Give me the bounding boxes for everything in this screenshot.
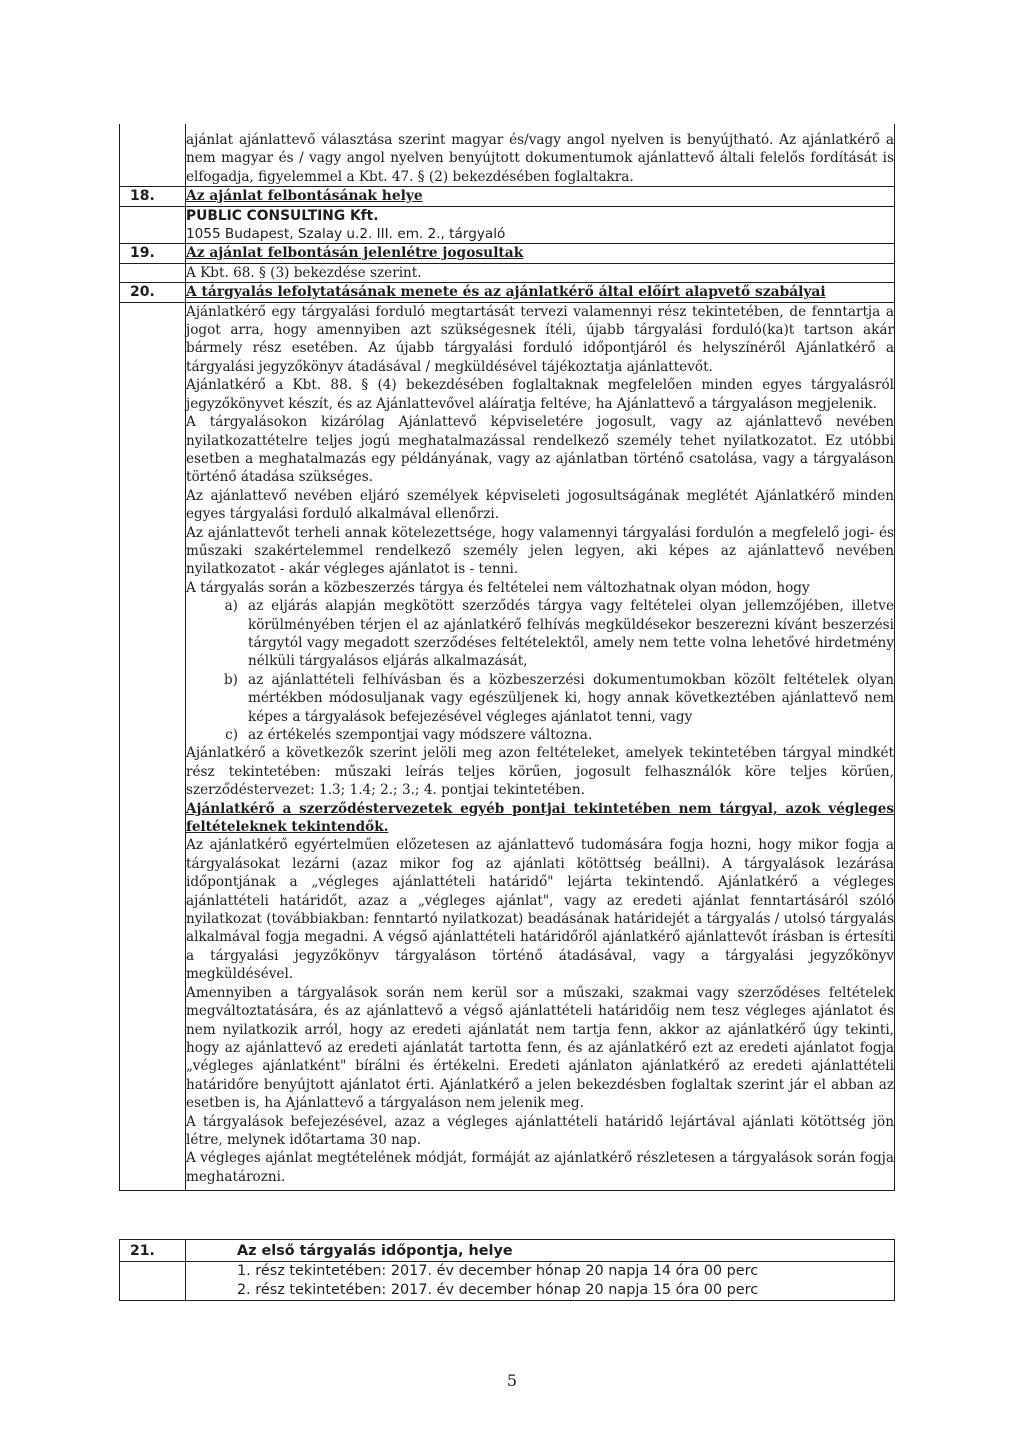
row-number: 18. (120, 187, 186, 206)
table-row (120, 187, 895, 206)
table-row (120, 244, 895, 263)
section-title: A tárgyalás lefolytatásának menete és az ajánlatkérő által előírt alapvető szabályai (186, 284, 826, 301)
row-content (186, 1240, 895, 1262)
paragraph: Ajánlatkérő a Kbt. 88. § (4) bekezdésében foglaltaknak megfelelően minden egyes tárgyalásról jegyzőkönyvet készít, és az Ajánlattevővel aláíratja feltéve, ha Ajánlattevő a tárgyaláson megjelenik. (186, 377, 894, 412)
row-content (186, 1262, 895, 1301)
continuation-text: ajánlat ajánlattevő választása szerint magyar és/vagy angol nyelven is benyújtható. Az ajánlatkérő a nem magyar és / vagy angol nyelven benyújtott dokumentumok ajánlattevő általi felelős fordítását is elfogadja, figyelemmel a Kbt. 47. § (2) bekezdésében foglaltakra. (186, 132, 894, 185)
row-number (120, 263, 186, 282)
list-item-text: az ajánlattételi felhívásban és a közbeszerzési dokumentumokban közölt feltételek olyan mértékben módosuljanak vagy egészüljenek ki, hogy annak következtében ajánlattevő nem képes a tárgyalások befejezésével végleges ajánlatot tenni, vagy (248, 671, 894, 725)
row-content (186, 206, 895, 244)
row-number (120, 302, 186, 1191)
row-number: 20. (120, 283, 186, 302)
list-item-label: c) (225, 727, 238, 743)
table-row (120, 206, 895, 244)
paragraph: A tárgyalás során a közbeszerzés tárgya és feltételei nem változhatnak olyan módon, hogy (186, 579, 810, 596)
row-content (186, 263, 895, 282)
bold-note: Ajánlatkérő a szerződéstervezetek egyéb pontjai tekintetében nem tárgyal, azok végleges feltételeknek tekintendők. (186, 800, 894, 836)
paragraph: Ajánlatkérő egy tárgyalási forduló megtartását tervezi valamennyi rész tekintetében, de fenntartja a jogot arra, hogy amennyiben azt szükségesnek ítéli, újabb tárgyalási forduló(ka)t tartson akár bármely rész esetében. Az újabb tárgyalási forduló időpontjáról és helyszínéről Ajánlatkérő a tárgyalási jegyzőkönyv átadásával / megküldésével tájékoztatja ajánlattevőt. (186, 303, 894, 375)
section-title: Az ajánlat felbontásán jelenlétre jogosultak (186, 245, 524, 262)
schedule-line: 2. rész tekintetében: 2017. év december hónap 20 napja 15 óra 00 perc (237, 1282, 759, 1298)
table-row (120, 263, 895, 282)
section-text: A Kbt. 68. § (3) bekezdése szerint. (186, 264, 422, 281)
first-negotiation-table (119, 1239, 895, 1301)
table-row (120, 283, 895, 302)
row-number (120, 124, 186, 187)
address-text: 1055 Budapest, Szalay u.2. III. em. 2., tárgyaló (186, 226, 506, 243)
section-title: Az ajánlat felbontásának helye (186, 188, 423, 205)
page-number: 5 (506, 1371, 518, 1390)
paragraph: Az ajánlattevőt terheli annak kötelezettsége, hogy valamennyi tárgyalási fordulón a megfelelő jogi- és műszaki szakértelemmel rendelkező személy jelen legyen, aki képes az ajánlattevő nevében nyilatkozatot - akár végleges ajánlatot is - tenni. (186, 524, 894, 578)
paragraph: A tárgyalásokon kizárólag Ajánlattevő képviseletére jogosult, vagy az ajánlattevő nevében nyilatkozattételre teljes jogú meghatalmazással rendelkező személy tehet nyilatkozatot. Ez utóbbi esetben a meghatalmazás egy példányának, vagy az ajánlatban történő csatolása, vagy a tárgyaláson történő átadása szükséges. (186, 414, 894, 486)
paragraph: Az ajánlatkérő egyértelműen előzetesen az ajánlattevő tudomására fogja hozni, hogy mikor fogja a tárgyalásokat lezárni (azaz mikor fog az ajánlati kötöttség beállni). A tárgyalások lezárása időpontjának a „végleges ajánlattételi határidő" lejárta tekintendő. Ajánlatkérő a végleges ajánlattételi határidőt, azaz a „végleges ajánlat", vagy az eredeti ajánlat fenntartásáról szóló nyilatkozat (továbbiakban: fenntartó nyilatkozat) beadásának határidejét a tárgyalás / utolsó tárgyalás alkalmával fogja megadni. A végső ajánlattételi határidőről ajánlatkérő ajánlattevőt írásban is értesíti a tárgyalási jegyzőkönyv tárgyaláson történő átadásával, vagy a tárgyalási jegyzőkönyv megküldésével. (186, 837, 894, 983)
row-content (186, 244, 895, 263)
row-content (186, 124, 895, 187)
company-name: PUBLIC CONSULTING Kft. (186, 207, 379, 224)
list-item-text: az értékelés szempontjai vagy módszere változna. (248, 727, 593, 743)
paragraph: A tárgyalások befejezésével, azaz a végleges ajánlattételi határidő lejártával ajánlati kötöttség jön létre, melynek időtartama 30 nap. (186, 1113, 894, 1148)
section-title: Az első tárgyalás időpontja, helye (237, 1243, 513, 1259)
row-number (120, 206, 186, 244)
paragraph: A végleges ajánlat megtételének módját, formáját az ajánlatkérő részletesen a tárgyalások során fogja meghatározni. (186, 1150, 894, 1185)
list-item-label: a) (224, 598, 238, 615)
list-item-text: az eljárás alapján megkötött szerződés tárgya vagy feltételei olyan jellemzőjében, illetve körülményében térjen el az ajánlatkérő felhívás megküldésekor beszerezni kívánt beszerzési tárgytól vagy megadott szerződéses feltételektől, amely nem tette volna lehetővé hirdetmény nélküli tárgyalásos eljárás alkalmazását, (248, 598, 894, 670)
row-content (186, 187, 895, 206)
row-content (186, 283, 895, 302)
schedule-line: 1. rész tekintetében: 2017. év december hónap 20 napja 14 óra 00 perc (237, 1263, 759, 1279)
list-item (186, 726, 894, 744)
paragraph: Ajánlatkérő a következők szerint jelöli meg azon feltételeket, amelyek tekintetében tárgyal mindkét rész tekintetében: műszaki leírás teljes körűen, jogosult felhasználók köre teljes körűen, szerződéstervezet: 1.3; 1.4; 2.; 3.; 4. pontjai tekintetében. (186, 745, 894, 799)
row-content (186, 302, 895, 1191)
paragraph: Amennyiben a tárgyalások során nem kerül sor a műszaki, szakmai vagy szerződéses feltételek megváltoztatására, és az ajánlattevő a végső ajánlattételi határidőig nem tesz végleges ajánlatot és nem nyilatkozik arról, hogy az eredeti ajánlatát nem tartja fenn, akkor az ajánlatkérő úgy tekinti, hogy az ajánlattevő az eredeti ajánlatát tartotta fenn, és az ajánlatkérő ezt az eredeti ajánlatot fogja „végleges ajánlatként" bírálni és értékelni. Eredeti ajánlaton ajánlatkérő az eredeti ajánlattételi határidőre benyújtott ajánlatot érti. Ajánlatkérő a jelen bekezdésben foglaltak szerint jár el abban az esetben is, ha Ajánlattevő a tárgyaláson nem jelenik meg. (186, 984, 894, 1112)
table-row (120, 1240, 895, 1262)
requirements-table (119, 124, 895, 1191)
table-row (120, 124, 895, 187)
row-number: 19. (120, 244, 186, 263)
list-item (186, 671, 894, 726)
row-number: 21. (120, 1240, 186, 1262)
paragraph: Az ajánlattevő nevében eljáró személyek képviseleti jogosultságának meglétét Ajánlatkérő minden egyes tárgyalási forduló alkalmával ellenőrzi. (186, 487, 894, 523)
list-item (186, 597, 894, 671)
list-item-label: b) (223, 671, 238, 688)
table-row (120, 1262, 895, 1301)
table-row (120, 302, 895, 1191)
row-number (120, 1262, 186, 1301)
